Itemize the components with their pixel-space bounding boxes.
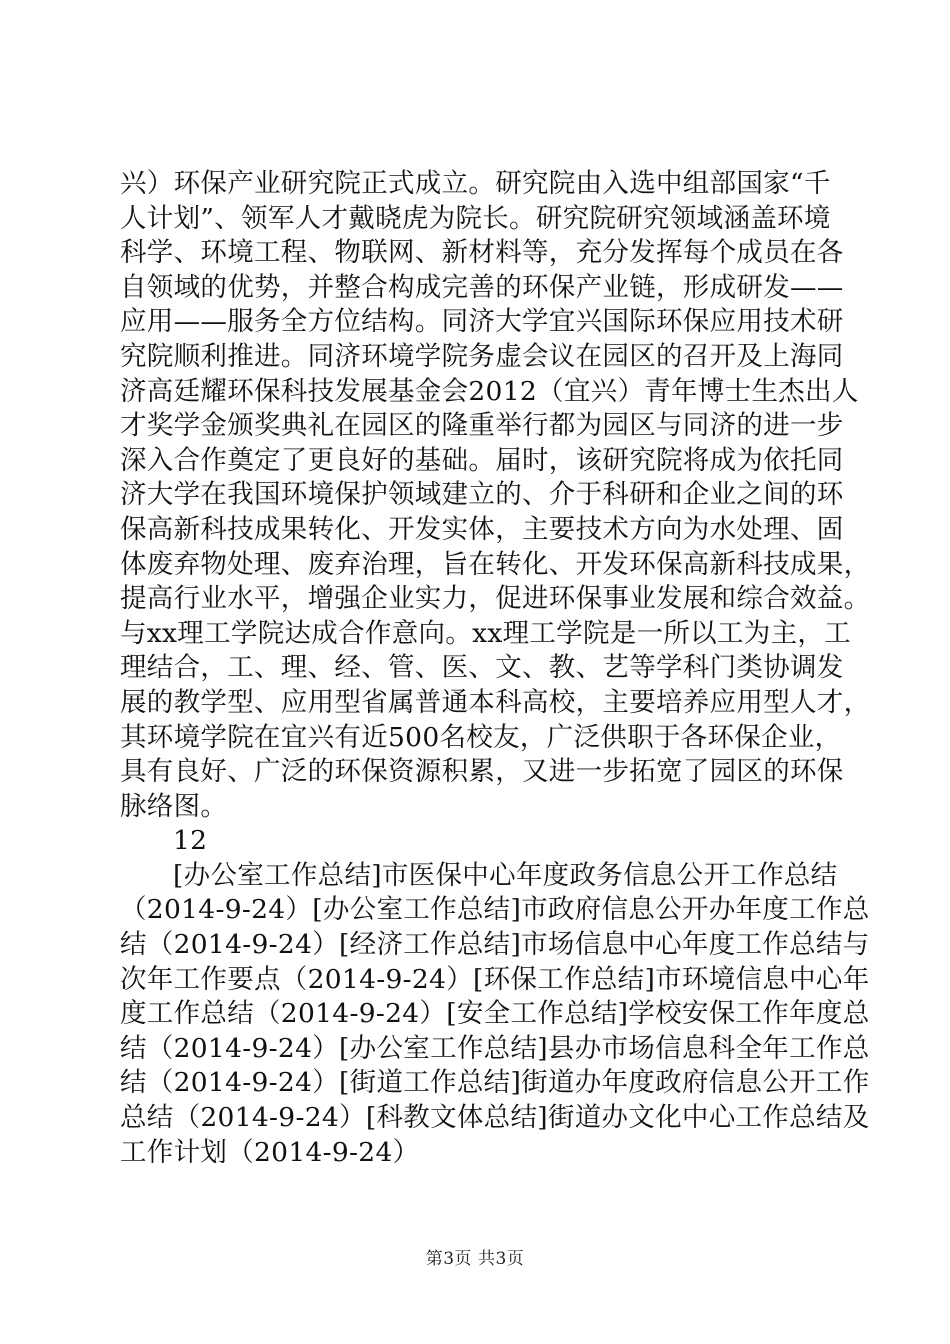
paragraph-1-line: 理结合，工、理、经、管、医、文、教、艺等学科门类协调发 bbox=[120, 652, 844, 684]
paragraph-2-line: 次年工作要点（2014-9-24）[环保工作总结]市环境信息中心年 bbox=[120, 963, 870, 995]
paragraph-1-line: 与xx理工学院达成合作意向。xx理工学院是一所以工为主，工 bbox=[120, 617, 851, 649]
section-number: 12 bbox=[173, 825, 208, 857]
paragraph-1-line: 展的教学型、应用型省属普通本科高校，主要培养应用型人才， bbox=[120, 686, 871, 718]
paragraph-2-line: 总结（2014-9-24）[科教文体总结]街道办文化中心工作总结及 bbox=[120, 1102, 870, 1134]
paragraph-1-line: 提高行业水平，增强企业实力，促进环保事业发展和综合效益。 bbox=[120, 583, 871, 615]
paragraph-1-line: 体废弃物处理、废弃治理，旨在转化、开发环保高新科技成果， bbox=[120, 548, 871, 580]
paragraph-1-line: 究院顺利推进。同济环境学院务虚会议在园区的召开及上海同 bbox=[120, 340, 844, 372]
paragraph-1-line: 应用——服务全方位结构。同济大学宜兴国际环保应用技术研 bbox=[120, 306, 844, 338]
paragraph-2-line: 度工作总结（2014-9-24）[安全工作总结]学校安保工作年度总 bbox=[120, 998, 870, 1030]
paragraph-1-line: 科学、环境工程、物联网、新材料等，充分发挥每个成员在各 bbox=[120, 237, 844, 269]
paragraph-1-line: 人计划”、领军人才戴晓虎为院长。研究院研究领域涵盖环境 bbox=[120, 202, 831, 234]
page-footer bbox=[0, 1244, 950, 1269]
paragraph-1-line: 济大学在我国环境保护领域建立的、介于科研和企业之间的环 bbox=[120, 479, 844, 511]
paragraph-2-line: 结（2014-9-24）[街道工作总结]街道办年度政府信息公开工作 bbox=[120, 1067, 870, 1099]
paragraph-2-line: 工作计划（2014-9-24） bbox=[120, 1136, 420, 1168]
paragraph-2-line: 结（2014-9-24）[办公室工作总结]县办市场信息科全年工作总 bbox=[120, 1032, 870, 1064]
paragraph-1-line: 具有良好、广泛的环保资源积累，又进一步拓宽了园区的环保 bbox=[120, 756, 844, 788]
paragraph-1-line: 脉络图。 bbox=[120, 790, 228, 822]
paragraph-1-line: 才奖学金颁奖典礼在园区的隆重举行都为园区与同济的进一步 bbox=[120, 410, 844, 442]
paragraph-1-line: 其环境学院在宜兴有近500名校友，广泛供职于各环保企业， bbox=[120, 721, 842, 753]
paragraph-2-line: [办公室工作总结]市医保中心年度政务信息公开工作总结 bbox=[173, 859, 838, 891]
paragraph-1-line: 兴）环保产业研究院正式成立。研究院由入选中组部国家“千 bbox=[120, 168, 831, 199]
document-body bbox=[120, 167, 871, 1170]
paragraph-1-line: 保高新科技成果转化、开发实体，主要技术方向为水处理、固 bbox=[120, 513, 844, 545]
paragraph-1-line: 济高廷耀环保科技发展基金会2012（宜兴）青年博士生杰出人 bbox=[120, 375, 859, 407]
paragraph-2-line: （2014-9-24）[办公室工作总结]市政府信息公开办年度工作总 bbox=[120, 894, 870, 926]
paragraph-2-line: 结（2014-9-24）[经济工作总结]市场信息中心年度工作总结与 bbox=[120, 929, 870, 961]
page-indicator: 第3页 共3页 bbox=[425, 1249, 525, 1269]
paragraph-1-line: 自领域的优势，并整合构成完善的环保产业链，形成研发—— bbox=[120, 271, 844, 303]
paragraph-1-line: 深入合作奠定了更良好的基础。届时，该研究院将成为依托同 bbox=[120, 444, 844, 476]
